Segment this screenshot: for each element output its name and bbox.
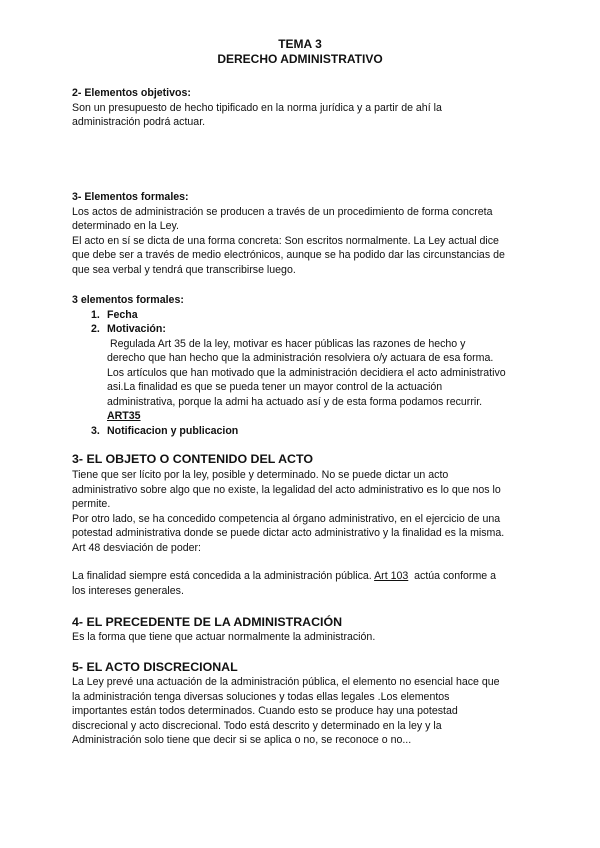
section-heading: 3- EL OBJETO O CONTENIDO DEL ACTO [72, 452, 313, 466]
section-elementos-objetivos [72, 86, 532, 130]
paragraph-line: El acto en sí se dicta de una forma concreta: Son escritos normalmente. La Ley actual dice [72, 234, 499, 247]
paragraph-line: la administración tenga diversas soluciones y todas ellas legales .Los elementos [72, 690, 450, 703]
list-item [72, 322, 532, 337]
paragraph-line: administrativo sobre algo que no existe, la legalidad del acto administrativo es lo que nos lo [72, 483, 501, 496]
section-tres-elementos [72, 293, 532, 438]
section-heading: 3 elementos formales: [72, 294, 184, 306]
paragraph-line: permite. [72, 498, 111, 510]
section-heading: 5- EL ACTO DISCRECIONAL [72, 660, 238, 674]
list-item [72, 308, 532, 323]
numbered-list [72, 308, 532, 337]
paragraph-line: los intereses generales. [72, 584, 184, 597]
paragraph-line: Tiene que ser lícito por la ley, posible y determinado. No se puede dictar un acto [72, 469, 449, 481]
paragraph-line: potestad administrativa donde se puede dictar acto administrativo y la finalidad es la misma. [72, 527, 505, 539]
paragraph-line: discrecional y acto discrecional. Todo está descrito y determinado en la ley y la [72, 719, 442, 732]
list-item-label: Motivación: [107, 323, 166, 335]
paragraph-line: asi.La finalidad es que se pueda tener un mayor control de la actuación [107, 381, 443, 393]
paragraph-line: determinado en la Ley. [72, 220, 179, 232]
art35-link[interactable]: ART35 [107, 410, 141, 422]
paragraph-line: Administración solo tiene que decir si se aplica o no, se reconoce o no... [72, 734, 412, 746]
text-span: actúa conforme a [408, 570, 497, 582]
paragraph-line: Los artículos que han motivado que la administración decidiera el acto administrativo [107, 366, 506, 379]
section-heading: 4- EL PRECEDENTE DE LA ADMINISTRACIÓN [72, 615, 343, 629]
section-precedente [72, 615, 532, 645]
list-number: 2. [91, 323, 100, 335]
paragraph-line: Por otro lado, se ha concedido competencia al órgano administrativo, en el ejercicio de una [72, 512, 501, 525]
section-acto-discrecional [72, 660, 532, 748]
paragraph-line: Son un presupuesto de hecho tipificado en la norma jurídica y a partir de ahí la [72, 101, 442, 114]
paragraph-line: derecho que han hecho que la administración resolviera o/y actuara de esa forma. [107, 352, 494, 364]
paragraph-line: que sea verbal y tendrá que transcribirse luego. [72, 263, 296, 276]
paragraph-line: Regulada Art 35 de la ley, motivar es hacer públicas las razones de hecho y [107, 337, 466, 350]
section-objeto-acto [72, 452, 532, 598]
paragraph-line: administración podrá actuar. [72, 116, 206, 128]
paragraph-line: importantes están todos determinados. Cuando esto se produce hay una potestad [72, 705, 458, 717]
paragraph-line: Los actos de administración se producen a través de un procedimiento de forma concreta [72, 205, 493, 218]
list-number: 3. [91, 424, 100, 437]
motivacion-text [72, 337, 532, 424]
art103-link[interactable]: Art 103 [374, 570, 409, 582]
doc-title-line2: DERECHO ADMINISTRATIVO [217, 52, 383, 66]
doc-title-line1: TEMA 3 [278, 37, 322, 51]
paragraph-line: La Ley prevé una actuación de la administración pública, el elemento no esencial hace que [72, 676, 500, 688]
paragraph-line: que debe ser a través de medio electrónicos, aunque se ha podido dar las circunstancias de [72, 249, 505, 261]
paragraph-line: Art 48 desviación de poder: [72, 541, 201, 554]
list-item-label: Fecha [107, 308, 138, 321]
list-number: 1. [91, 308, 100, 321]
list-item-label: Notificacion y publicacion [107, 424, 239, 437]
section-elementos-formales [72, 190, 532, 277]
paragraph-line: administrativa, porque la admi ha actuado así y de esta forma podamos recurrir. [107, 395, 483, 408]
paragraph-line: Es la forma que tiene que actuar normalmente la administración. [72, 631, 376, 643]
numbered-list-continued [72, 424, 532, 439]
list-item [72, 424, 532, 439]
section-heading: 2- Elementos objetivos: [72, 87, 191, 99]
text-span: La finalidad siempre está concedida a la administración pública. [72, 570, 375, 582]
paragraph-line [72, 569, 532, 584]
section-heading: 3- Elementos formales: [72, 191, 189, 203]
